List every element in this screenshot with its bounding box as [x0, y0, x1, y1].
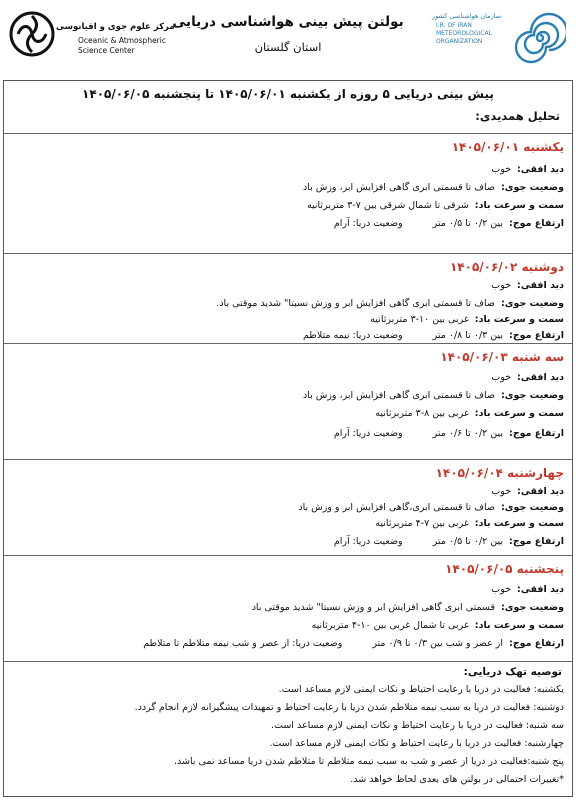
wind-value: شرقی تا شمال شرقی بین ۷-۳ متربرثانیه: [306, 200, 469, 211]
visibility-value: خوب: [491, 372, 512, 383]
day-forecast-monday: [4, 253, 572, 341]
left-logo-english-line1: Oceanic & Atmospheric: [78, 36, 166, 45]
day-title: یکشنبه ۱۴۰۵/۰۶/۰۱: [451, 140, 564, 154]
visibility-label: دید افقی:: [517, 164, 564, 175]
wave-value: بین ۰/۲ تا ۰/۵ متر: [432, 536, 504, 547]
wind-label: سمت و سرعت باد:: [474, 200, 564, 211]
visibility-value: خوب: [491, 486, 512, 497]
right-logo-persian-text: سازمان هواشناسی کشور: [432, 12, 502, 20]
wave-value: بین ۰/۳ تا ۰/۸ متر: [432, 330, 504, 341]
left-logo-english-line2: Science Center: [78, 46, 135, 55]
sea-state: وضعیت دریا: نیمه متلاطم: [302, 330, 403, 341]
province-name: استان گلستان: [254, 40, 322, 54]
advice-line: دوشنبه: فعالیت در دریا به سبب نیمه متلاطم شدن دریا با رعایت احتیاط و تمهیدات پیشگیرانه لازم انجام گردد.: [134, 702, 564, 713]
day-forecast-thursday: [4, 555, 572, 661]
right-logo-english-line1: I.R. OF IRAN: [436, 22, 472, 29]
visibility-row: [491, 486, 564, 497]
meteorological-organization-logo: [432, 12, 570, 68]
synoptic-analysis-label: تحلیل همدیدی:: [475, 109, 560, 123]
left-logo-persian-text: مرکز علوم جوی و اقیانوسی: [56, 22, 175, 32]
advice-line: یکشنبه: فعالیت در دریا با رعایت احتیاط و نکات ایمنی لازم مساعد است.: [278, 684, 564, 695]
weather-value: قسمتی ابری گاهی افزایش ابر و وزش نسبتا" شدید موقتی باد: [251, 602, 495, 613]
oceanic-atmospheric-center-logo: [6, 6, 175, 72]
visibility-label: دید افقی:: [517, 280, 564, 291]
sea-state: وضعیت دریا: آرام: [333, 536, 403, 547]
wind-row: [375, 518, 564, 529]
forecast-period-title: پیش بینی دریایی ۵ روزه از یکشنبه ۱۴۰۵/۰۶/۰۱ تا پنجشنبه ۱۴۰۵/۰۶/۰۵: [82, 87, 494, 101]
wave-swirl-logo-icon: [8, 10, 56, 58]
bulletin-header: [0, 0, 576, 76]
wind-label: سمت و سرعت باد:: [474, 620, 564, 631]
marine-advice-section: [4, 661, 572, 798]
weather-row: [252, 602, 564, 613]
bulletin-title: بولتن پیش بینی هواشناسی دریایی: [172, 14, 404, 30]
weather-label: وضعیت جوی:: [501, 298, 564, 309]
day-title: سه شنبه ۱۴۰۵/۰۶/۰۳: [440, 350, 564, 364]
advice-line: چهارشنبه: فعالیت در دریا با رعایت احتیاط و نکات ایمنی لازم مساعد است.: [269, 738, 564, 749]
wave-label: ارتفاع موج:: [509, 638, 564, 649]
visibility-label: دید افقی:: [517, 584, 564, 595]
day-forecast-tuesday: [4, 343, 572, 457]
wave-label: ارتفاع موج:: [509, 428, 564, 439]
weather-value: صاف تا قسمتی ابری،گاهی افزایش ابر و وزش باد: [298, 502, 495, 513]
weather-label: وضعیت جوی:: [501, 390, 564, 401]
wind-label: سمت و سرعت باد:: [474, 314, 564, 325]
visibility-row: [491, 280, 564, 291]
wind-row: [370, 314, 564, 325]
advice-line: سه شنبه: فعالیت در دریا با رعایت احتیاط و نکات ایمنی لازم مساعد است.: [271, 720, 564, 731]
advice-line: پنج شنبه:فعالیت در دریا از عصر و شب به سبب نیمه متلاطم تا متلاطم شدن دریا مساعد نمی باشد.: [173, 756, 564, 767]
sea-state: وضعیت دریا: از عصر و شب نیمه متلاطم تا متلاطم: [143, 638, 343, 649]
wind-value: غربی تا شمال غربی بین ۱۰-۴ متربرثانیه: [311, 620, 469, 631]
day-title: چهارشنبه ۱۴۰۵/۰۶/۰۴: [435, 466, 564, 480]
visibility-label: دید افقی:: [517, 486, 564, 497]
weather-value: صاف تا قسمتی ابری گاهی افزایش ابر و وزش نسبتا" شدید موقتی باد.: [216, 298, 495, 309]
day-title: دوشنبه ۱۴۰۵/۰۶/۰۲: [449, 260, 564, 274]
wave-value: بین ۰/۲ تا ۰/۵ متر: [432, 218, 504, 229]
spiral-logo-icon: [514, 12, 566, 64]
wave-row: [334, 218, 564, 229]
right-logo-english-line2: METEOROLOGICAL: [436, 30, 492, 37]
wind-label: سمت و سرعت باد:: [474, 408, 564, 419]
visibility-row: [491, 164, 564, 175]
wave-row: [303, 330, 564, 341]
day-forecast-wednesday: [4, 459, 572, 553]
wind-row: [307, 200, 564, 211]
wind-value: غربی بین ۷-۴ متربرثانیه: [375, 518, 469, 529]
visibility-row: [491, 372, 564, 383]
weather-label: وضعیت جوی:: [501, 502, 564, 513]
right-logo-english-line3: ORGANIZATION: [436, 38, 483, 45]
day-title: پنجشنبه ۱۴۰۵/۰۶/۰۵: [445, 562, 564, 576]
weather-label: وضعیت جوی:: [501, 182, 564, 193]
visibility-row: [491, 584, 564, 595]
advice-line: *تغییرات احتمالی در بولتن های بعدی لحاظ خواهد شد.: [350, 774, 564, 785]
wind-label: سمت و سرعت باد:: [474, 518, 564, 529]
weather-label: وضعیت جوی:: [501, 602, 564, 613]
sea-state: وضعیت دریا: آرام: [333, 428, 403, 439]
wave-label: ارتفاع موج:: [509, 218, 564, 229]
wave-value: بین ۰/۲ تا ۰/۶ متر: [432, 428, 504, 439]
weather-row: [298, 502, 564, 513]
visibility-value: خوب: [491, 164, 512, 175]
wave-row: [143, 638, 564, 649]
weather-value: صاف تا قسمتی ابری گاهی افزایش ابر، وزش باد: [302, 182, 495, 193]
wave-label: ارتفاع موج:: [509, 330, 564, 341]
wind-row: [375, 408, 564, 419]
wave-row: [334, 536, 564, 547]
visibility-value: خوب: [491, 280, 512, 291]
wave-row: [334, 428, 564, 439]
wind-row: [312, 620, 564, 631]
weather-row: [303, 390, 564, 401]
weather-row: [216, 298, 564, 309]
weather-row: [303, 182, 564, 193]
wind-value: غربی بین ۱۰-۳ متربرثانیه: [370, 314, 469, 325]
day-forecast-sunday: [4, 133, 572, 253]
forecast-frame: [3, 80, 573, 797]
visibility-label: دید افقی:: [517, 372, 564, 383]
sea-state: وضعیت دریا: آرام: [333, 218, 403, 229]
advice-title: توصیه تهک دریایی:: [463, 666, 562, 678]
forecast-heading: [4, 81, 572, 133]
weather-value: صاف تا قسمتی ابری گاهی افزایش ابر، وزش باد: [302, 390, 495, 401]
wind-value: غربی بین ۸-۳ متربرثانیه: [375, 408, 469, 419]
wave-value: از عصر و شب بین ۰/۳ تا ۰/۹ متر: [372, 638, 504, 649]
wave-label: ارتفاع موج:: [509, 536, 564, 547]
visibility-value: خوب: [491, 584, 512, 595]
